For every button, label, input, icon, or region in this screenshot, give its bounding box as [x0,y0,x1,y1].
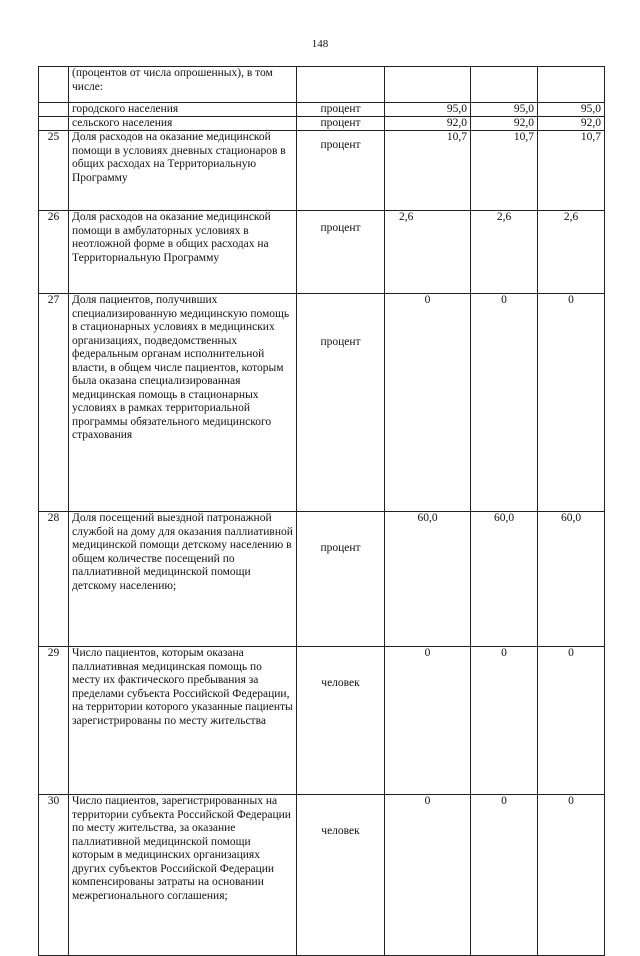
unit-cell: процент [297,294,385,512]
table-row [39,512,605,647]
value-year-3: 0 [538,795,605,956]
page-number: 148 [311,38,329,50]
indicator-name: Число пациентов, которым оказана паллиативная медицинская помощь по месту их фактического пребывания за пределами субъекта Российской Федерации, на территории которого указанные пациенты зарегистрированы по месту жительства [69,647,297,795]
value-year-3: 60,0 [538,512,605,647]
row-number: 30 [39,795,69,956]
value-year-2: 0 [471,795,538,956]
indicator-name: Доля расходов на оказание медицинской помощи в условиях дневных стационаров в общих расходах на Территориальную Программу [69,131,297,211]
value-year-1: 95,0 [385,103,471,117]
row-number: 28 [39,512,69,647]
row-number: 26 [39,211,69,294]
value-year-1 [385,67,471,103]
table-row [39,647,605,795]
table-row [39,795,605,956]
indicator-name: Доля пациентов, получивших специализированную медицинскую помощь в стационарных условиях в медицинских организациях, подведомственных федеральным органам исполнительной власти, в общем числе пациентов, которым была оказана специализированная медицинская помощь в стационарных условиях в рамках территориальной программы обязательного медицинского страхования [69,294,297,512]
table-row [39,103,605,117]
row-number: 29 [39,647,69,795]
indicator-name: городского населения [69,103,297,117]
row-number: 27 [39,294,69,512]
unit-cell: процент [297,103,385,117]
table-row [39,67,605,103]
unit-cell: человек [297,795,385,956]
indicator-name: (процентов от числа опрошенных), в том числе: [69,67,297,103]
value-year-1: 10,7 [385,131,471,211]
unit-cell: человек [297,647,385,795]
value-year-3: 0 [538,294,605,512]
value-year-3: 2,6 [538,211,605,294]
indicator-name: Число пациентов, зарегистрированных на территории субъекта Российской Федерации по месту жительства, за оказание паллиативной медицинской помощи которым в медицинских организациях других субъектов Российской Федерации компенсированы затраты на основании межрегионального соглашения; [69,795,297,956]
value-year-3: 92,0 [538,117,605,131]
value-year-3 [538,67,605,103]
value-year-1: 0 [385,647,471,795]
table-row [39,117,605,131]
value-year-1: 92,0 [385,117,471,131]
indicator-name: сельского населения [69,117,297,131]
table-row [39,211,605,294]
unit-cell: процент [297,211,385,294]
row-number [39,67,69,103]
table-row [39,294,605,512]
row-number [39,117,69,131]
value-year-1: 60,0 [385,512,471,647]
unit-cell: процент [297,117,385,131]
table-row [39,131,605,211]
row-number [39,103,69,117]
value-year-2: 95,0 [471,103,538,117]
value-year-3: 95,0 [538,103,605,117]
unit-cell: процент [297,512,385,647]
value-year-2 [471,67,538,103]
unit-cell [297,67,385,103]
indicator-name: Доля расходов на оказание медицинской помощи в амбулаторных условиях в неотложной форме в общих расходах на Территориальную Программу [69,211,297,294]
value-year-2: 2,6 [471,211,538,294]
value-year-3: 0 [538,647,605,795]
indicators-table [38,66,605,956]
value-year-3: 10,7 [538,131,605,211]
value-year-2: 0 [471,294,538,512]
value-year-2: 0 [471,647,538,795]
unit-cell: процент [297,131,385,211]
value-year-1: 0 [385,795,471,956]
value-year-2: 10,7 [471,131,538,211]
value-year-1: 2,6 [385,211,471,294]
value-year-1: 0 [385,294,471,512]
value-year-2: 92,0 [471,117,538,131]
row-number: 25 [39,131,69,211]
value-year-2: 60,0 [471,512,538,647]
indicator-name: Доля посещений выездной патронажной службой на дому для оказания паллиативной медицинской помощи детскому населению в общем количестве посещений по паллиативной медицинской помощи детскому населению; [69,512,297,647]
